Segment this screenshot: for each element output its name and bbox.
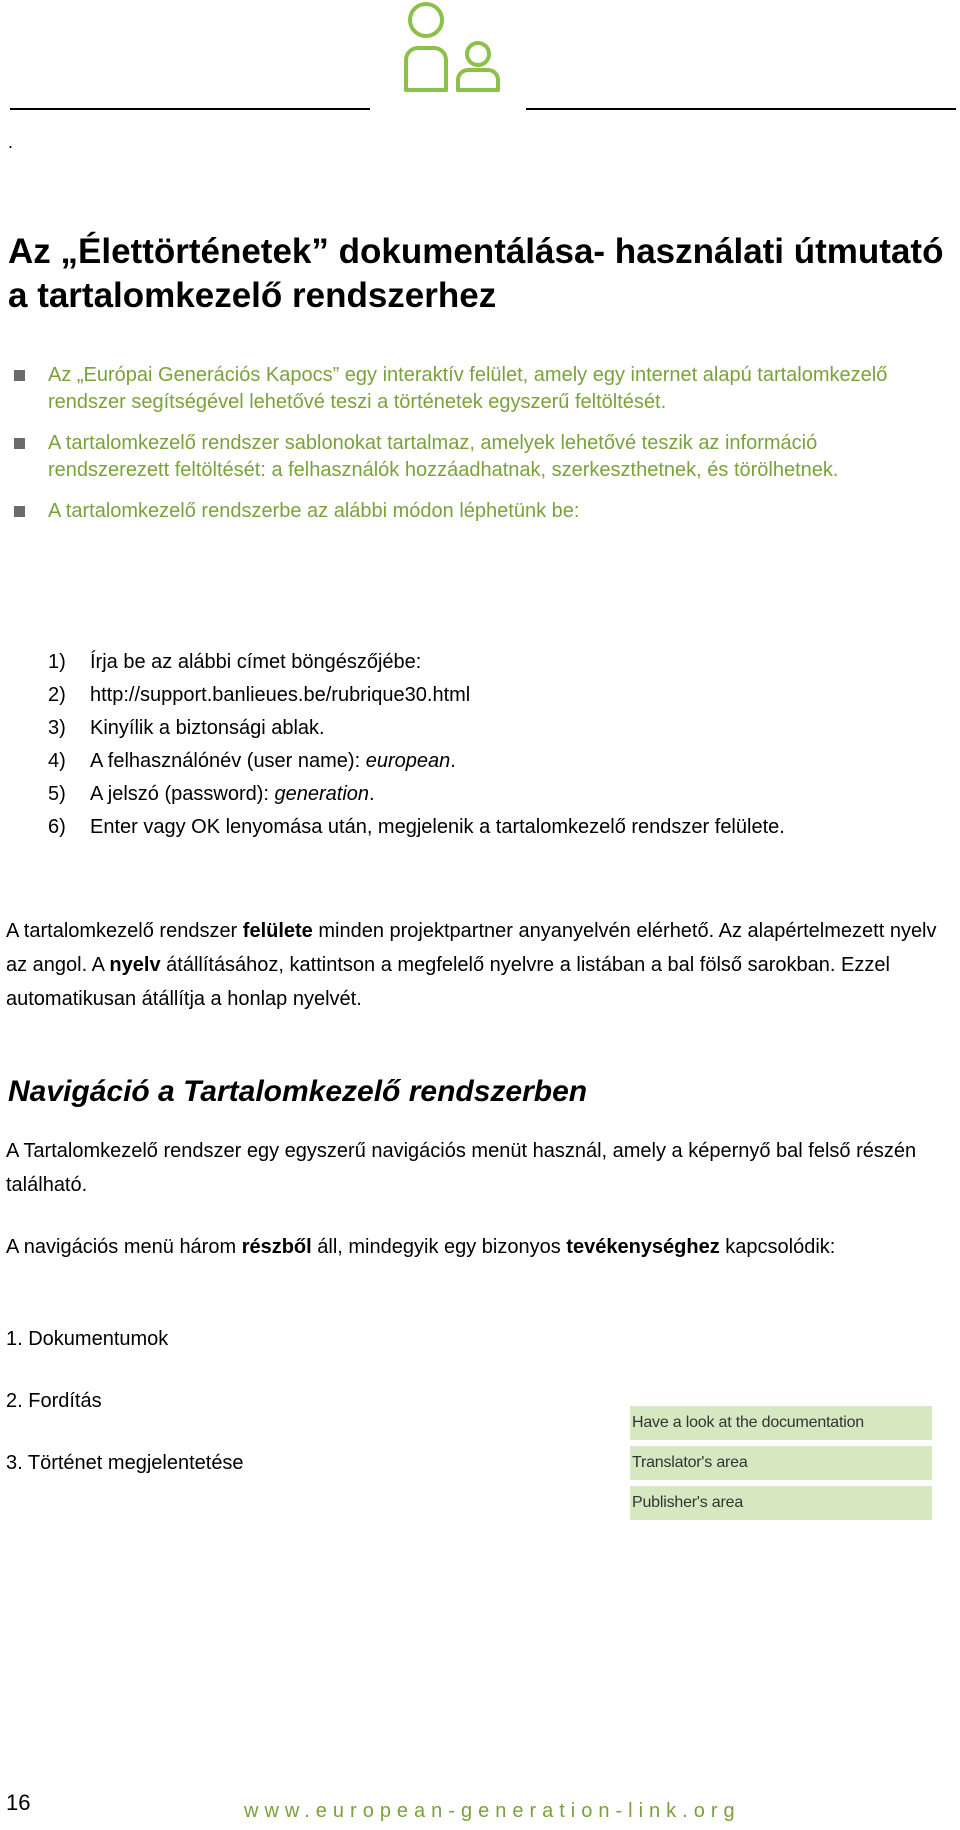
header-rule-right — [526, 108, 956, 110]
step-end: . — [369, 783, 375, 805]
paragraph-text: kapcsolódik: — [719, 1236, 836, 1258]
menu-part-translation: 2. Fordítás — [6, 1390, 102, 1412]
list-item — [14, 430, 934, 484]
step-text: Írja be az alábbi címet böngészőjébe: — [90, 651, 422, 673]
step-text: Enter vagy OK lenyomása után, megjelenik a tartalomkezelő rendszer felülete. — [90, 816, 785, 838]
step-item — [48, 712, 928, 745]
step-item — [48, 646, 928, 679]
list-item — [14, 362, 934, 416]
square-bullet-icon — [14, 506, 25, 517]
navigation-menu-screenshot — [630, 1406, 932, 1526]
step-text: Kinyílik a biztonsági ablak. — [90, 717, 325, 739]
login-steps-list — [48, 646, 928, 844]
navigation-paragraph: A Tartalomkezelő rendszer egy egyszerű navigációs menüt használ, amely a képernyő bal felső részén található. — [6, 1140, 917, 1196]
paragraph-text: átállításához, kattintson a megfelelő nyelvre a listában a bal fölső sarokban. Ezzel automatikusan átállítja a honlap nyelvét. — [6, 954, 890, 1010]
navigation-heading: Navigáció a Tartalomkezelő rendszerben — [8, 1075, 588, 1108]
step-number: 4) — [48, 750, 66, 772]
bullet-text: A tartalomkezelő rendszerbe az alábbi módon léphetünk be: — [48, 500, 580, 522]
document-title: Az „Élettörténetek” dokumentálása- használati útmutató a tartalomkezelő rendszerhez — [8, 232, 944, 315]
paragraph-text: A tartalomkezelő rendszer — [6, 920, 243, 942]
step-url: http://support.banlieues.be/rubrique30.html — [90, 684, 471, 706]
bullet-text: Az „Európai Generációs Kapocs” egy interaktív felület, amely egy internet alapú tartalomkezelő rendszer segítségével lehetővé teszi a történetek egyszerű feltöltését. — [48, 364, 888, 413]
list-item — [14, 498, 934, 525]
paragraph-text: A navigációs menü három — [6, 1236, 242, 1258]
documentation-menu-button[interactable]: Have a look at the documentation — [630, 1406, 932, 1440]
bold-term: részből — [241, 1236, 312, 1258]
username-value: european — [365, 750, 451, 772]
language-paragraph — [6, 914, 950, 1016]
page-number: 16 — [6, 1790, 31, 1815]
step-item — [48, 745, 928, 778]
intro-bullet-list — [14, 362, 934, 539]
step-end: . — [450, 750, 456, 772]
paragraph-text: minden projektpartner anyanyelvén elérhető. Az alapértelmezett nyelv az angol. A — [6, 920, 937, 976]
step-number: 1) — [48, 651, 66, 673]
translators-area-menu-button[interactable]: Translator's area — [630, 1446, 932, 1480]
step-item — [48, 778, 928, 811]
bold-term: tevékenységhez — [566, 1236, 720, 1258]
publishers-area-menu-button[interactable]: Publisher's area — [630, 1486, 932, 1520]
password-value: generation — [274, 783, 370, 805]
people-logo-icon — [400, 0, 504, 96]
step-number: 5) — [48, 783, 66, 805]
step-text: A jelszó (password): — [90, 783, 275, 805]
step-number: 6) — [48, 816, 66, 838]
step-text: A felhasználónév (user name): — [90, 750, 366, 772]
website-link[interactable]: www.european-generation-link.org — [244, 1800, 741, 1822]
square-bullet-icon — [14, 370, 25, 381]
step-number: 2) — [48, 684, 66, 706]
step-number: 3) — [48, 717, 66, 739]
stray-period: . — [8, 132, 14, 152]
paragraph-text: áll, mindegyik egy bizonyos — [311, 1236, 567, 1258]
bold-term: felülete — [242, 920, 313, 942]
bullet-text: A tartalomkezelő rendszer sablonokat tartalmaz, amelyek lehetővé teszik az információ rendszerezett feltöltését: a felhasználók hozzáadhatnak, szerkeszthetnek, és törölhetnek. — [48, 432, 839, 481]
step-item — [48, 811, 928, 844]
bold-term: nyelv — [109, 954, 161, 976]
menu-parts-paragraph — [6, 1230, 950, 1264]
menu-part-publishing: 3. Történet megjelentetése — [6, 1452, 244, 1474]
menu-part-documents: 1. Dokumentumok — [6, 1328, 169, 1350]
square-bullet-icon — [14, 438, 25, 449]
step-item — [48, 679, 928, 712]
header-rule-left — [10, 108, 370, 110]
